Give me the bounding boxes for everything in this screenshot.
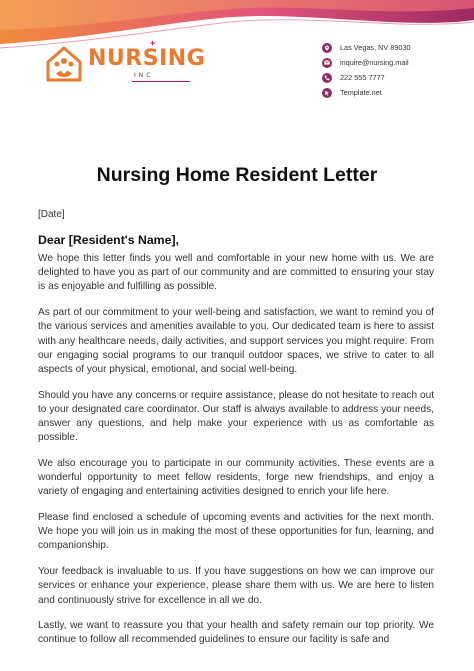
letter-paragraph: We hope this letter finds you well and comfortable in your new home with us. We are delighted to have you as part of our community and are committed to ensuring your stay is as enjoyable and fulfilling as possible.	[38, 253, 434, 293]
cursor-icon	[322, 88, 332, 98]
logo-subtitle: INC	[134, 72, 154, 79]
contact-location-text: Las Vegas, NV 89030	[340, 43, 411, 52]
house-heart-icon	[44, 44, 84, 84]
contact-phone[interactable]	[322, 70, 411, 85]
phone-icon	[322, 73, 332, 83]
logo-wordmark: NURSING	[88, 46, 206, 71]
letter-paragraph: We also encourage you to participate in our community activities. These events are a wonderful opportunity to meet fellow residents, forge new friendships, and enjoy a variety of engaging and entertaining activities designed to enrich your life here.	[38, 457, 434, 498]
letterhead	[0, 0, 474, 116]
letter-greeting: Dear [Resident's Name],	[38, 233, 179, 247]
contact-list	[322, 40, 411, 100]
letter-paragraph: Your feedback is invaluable to us. If you have suggestions on how we can improve our services or enhance your experience, please share them with us. We are here to listen and continuously strive for excellence in all we do.	[38, 566, 434, 606]
contact-phone-text[interactable]: 222 555 7777	[340, 73, 385, 82]
logo-divider	[132, 81, 190, 82]
location-pin-icon	[322, 43, 332, 53]
letter-title: Nursing Home Resident Letter	[96, 164, 378, 186]
mail-icon	[322, 58, 332, 68]
contact-location	[322, 40, 411, 55]
letter-paragraph: Lastly, we want to reassure you that your health and safety remain our top priority. We continue to follow all recommended guidelines to ensure our facility is safe and	[38, 620, 434, 646]
contact-email-text[interactable]: inquire@nursing.mail	[340, 58, 409, 67]
contact-website-text[interactable]: Template.net	[340, 88, 382, 97]
contact-email[interactable]	[322, 55, 411, 70]
letter-paragraph: As part of our commitment to your well-being and satisfaction, we want to remind you of the various services and amenities available to you. Our dedicated team is here to assist with any healthcare needs, daily activities, and support services you might require. From our engaging social programs to our tranquil outdoor spaces, we strive to cater to all aspects of your physical, emotional, and social well-being.	[38, 307, 434, 375]
letter-date: [Date]	[38, 209, 65, 220]
letter-body	[38, 208, 434, 659]
letter-paragraph: Please find enclosed a schedule of upcoming events and activities for the next month. We hope you will join us in making the most of these opportunities for fun, learning, and companionship.	[38, 512, 434, 552]
logo-plus-icon: +	[150, 38, 156, 48]
contact-website[interactable]	[322, 85, 411, 100]
letter-paragraph: Should you have any concerns or require assistance, please do not hesitate to reach out to your designated care coordinator. Our staff is always available to address your needs, answer any questions, and help make your experience with us as comfortable as possible.	[38, 389, 434, 444]
company-logo	[44, 38, 206, 88]
